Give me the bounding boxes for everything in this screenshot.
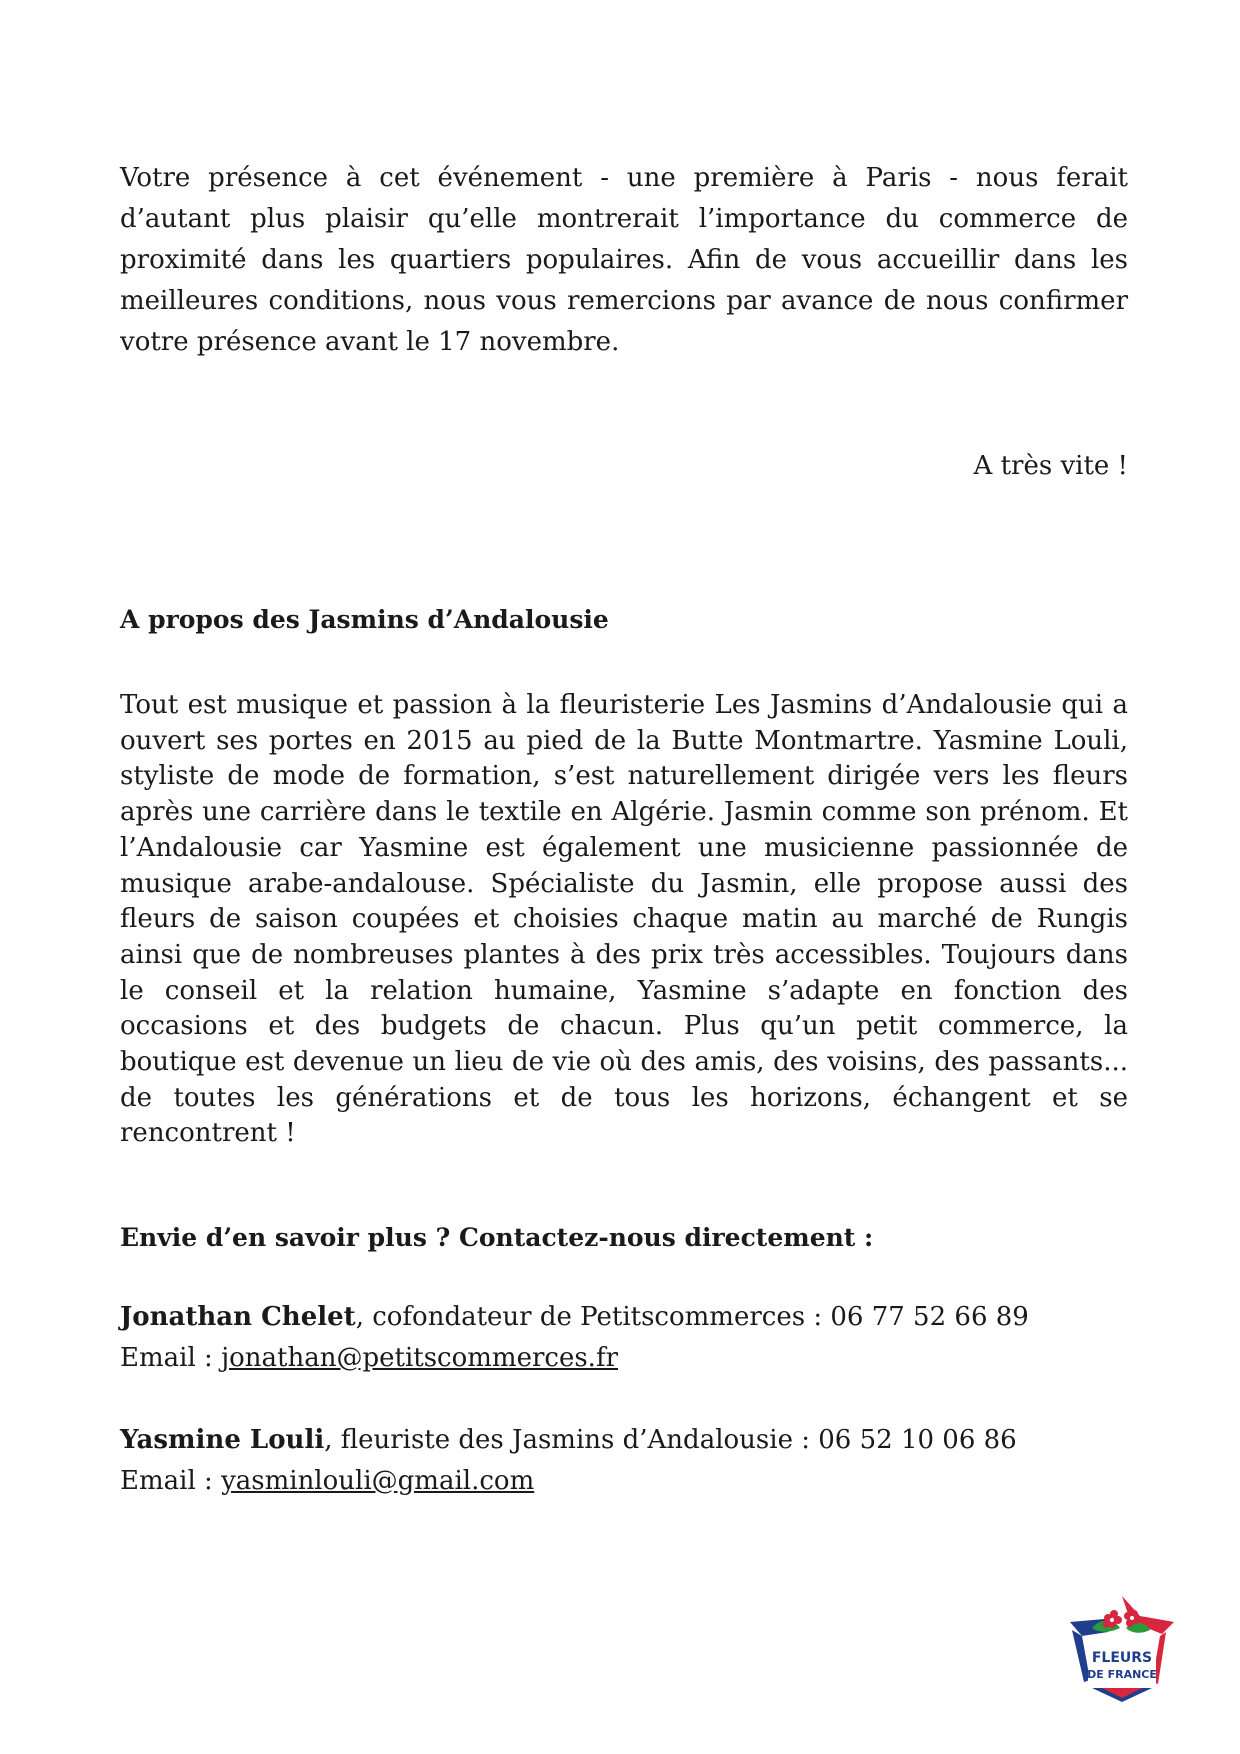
logo-line1: FLEURS xyxy=(1091,1650,1153,1666)
email-link[interactable]: jonathan@petitscommerces.fr xyxy=(221,1343,618,1373)
contact-line xyxy=(120,1297,1128,1338)
email-link[interactable]: yasminlouli@gmail.com xyxy=(221,1466,535,1496)
contact-role: , cofondateur de Petitscommerces : xyxy=(355,1302,831,1332)
contact-heading: Envie d’en savoir plus ? Contactez-nous directement : xyxy=(120,1223,874,1252)
email-label: Email : xyxy=(120,1466,222,1496)
contact-phone: 06 77 52 66 89 xyxy=(830,1302,1029,1332)
email-line xyxy=(120,1338,1128,1379)
contact-name: Jonathan Chelet xyxy=(120,1302,356,1332)
fleurs-de-france-logo xyxy=(1062,1592,1182,1704)
contact-name: Yasmine Louli xyxy=(120,1425,325,1455)
contact-line xyxy=(120,1420,1128,1461)
email-label: Email : xyxy=(120,1343,222,1373)
contact-role: , fleuriste des Jasmins d’Andalousie : xyxy=(324,1425,819,1455)
contact-yasmine xyxy=(120,1420,1128,1502)
email-line xyxy=(120,1461,1128,1502)
about-paragraph: Tout est musique et passion à la fleuristerie Les Jasmins d’Andalousie qui a ouvert ses portes en 2015 au pied de la Butte Montmartre. Yasmine Louli, styliste de mode de formation, s’est naturellement dirigée vers les fleurs après une carrière dans le textile en Algérie. Jasmin comme son prénom. Et l’Andalousie car Yasmine est également une musicienne passionnée de musique arabe-andalouse. Spécialiste du Jasmin, elle propose aussi des fleurs de saison coupées et choisies chaque matin au marché de Rungis ainsi que de nombreuses plantes à des prix très accessibles. Toujours dans le conseil et la relation humaine, Yasmine s’adapte en fonction des occasions et des budgets de chacun. Plus qu’un petit commerce, la boutique est devenue un lieu de vie où des amis, des voisins, des passants... de toutes les générations et de tous les horizons, échangent et se rencontrent ! xyxy=(120,690,1128,1149)
contact-jonathan xyxy=(120,1297,1128,1379)
about-heading: A propos des Jasmins d’Andalousie xyxy=(120,605,609,634)
contact-phone: 06 52 10 06 86 xyxy=(818,1425,1017,1455)
logo-line2: DE FRANCE xyxy=(1087,1668,1157,1681)
closing-line: A très vite ! xyxy=(973,451,1128,481)
intro-paragraph: Votre présence à cet événement - une première à Paris - nous ferait d’autant plus plaisir qu’elle montrerait l’importance du commerce de proximité dans les quartiers populaires. Afin de vous accueillir dans les meilleures conditions, nous vous remercions par avance de nous confirmer votre présence avant le 17 novembre. xyxy=(120,163,1128,357)
